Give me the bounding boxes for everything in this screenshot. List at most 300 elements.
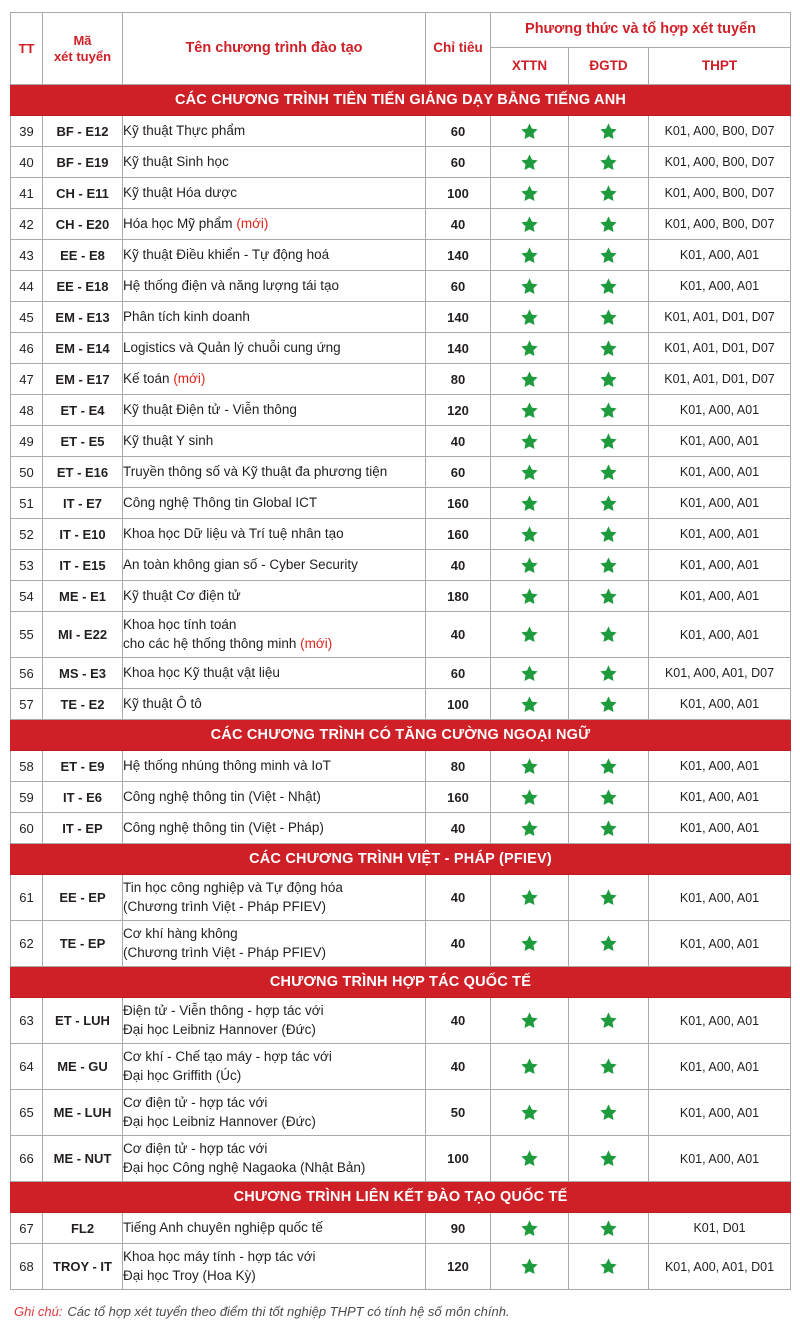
star-icon (520, 370, 539, 389)
cell-xttn (491, 364, 569, 395)
table-row (11, 550, 791, 581)
cell-xttn (491, 395, 569, 426)
cell-index: 39 (11, 116, 43, 147)
cell-admission-code: TE - E2 (43, 689, 123, 720)
cell-program-name (123, 1244, 426, 1290)
cell-xttn (491, 147, 569, 178)
program-name-line2: Đại học Troy (Hoa Kỳ) (123, 1267, 256, 1283)
star-icon (599, 370, 618, 389)
star-icon (520, 625, 539, 644)
cell-program-name (123, 116, 426, 147)
footnote-label: Ghi chú: (14, 1304, 63, 1319)
program-name-line1: Kỹ thuật Điều khiển - Tự động hoá (123, 246, 330, 262)
table-row (11, 581, 791, 612)
table-row (11, 457, 791, 488)
program-name-line1: Logistics và Quản lý chuỗi cung ứng (123, 339, 341, 355)
cell-thpt-combinations: K01, D01 (649, 1213, 791, 1244)
cell-dgtd (569, 813, 649, 844)
cell-index: 65 (11, 1090, 43, 1136)
cell-admission-code: ET - E16 (43, 457, 123, 488)
cell-admission-code: MS - E3 (43, 658, 123, 689)
cell-index: 64 (11, 1044, 43, 1090)
table-row (11, 875, 791, 921)
cell-admission-code: EM - E13 (43, 302, 123, 333)
cell-dgtd (569, 240, 649, 271)
cell-xttn (491, 178, 569, 209)
table-row (11, 921, 791, 967)
star-icon (599, 122, 618, 141)
star-icon (520, 664, 539, 683)
cell-thpt-combinations: K01, A00, A01 (649, 782, 791, 813)
cell-thpt-combinations: K01, A00, B00, D07 (649, 178, 791, 209)
cell-thpt-combinations: K01, A00, A01 (649, 612, 791, 658)
cell-quota: 90 (426, 1213, 491, 1244)
cell-xttn (491, 1090, 569, 1136)
program-name-line1: Khoa học máy tính - hợp tác với (123, 1249, 316, 1265)
cell-thpt-combinations: K01, A00, A01 (649, 240, 791, 271)
program-name-line2: Đại học Leibniz Hannover (Đức) (123, 1021, 316, 1037)
cell-index: 59 (11, 782, 43, 813)
cell-thpt-combinations: K01, A01, D01, D07 (649, 364, 791, 395)
star-icon (520, 401, 539, 420)
table-row (11, 1136, 791, 1182)
cell-thpt-combinations: K01, A00, A01 (649, 1044, 791, 1090)
cell-xttn (491, 813, 569, 844)
cell-quota: 60 (426, 457, 491, 488)
star-icon (599, 184, 618, 203)
cell-quota: 40 (426, 921, 491, 967)
cell-quota: 140 (426, 302, 491, 333)
star-icon (599, 494, 618, 513)
section-title: CÁC CHƯƠNG TRÌNH TIÊN TIẾN GIẢNG DẠY BẰNG TIẾNG ANH (11, 85, 791, 116)
cell-admission-code: EE - EP (43, 875, 123, 921)
cell-admission-code: EE - E8 (43, 240, 123, 271)
cell-quota: 40 (426, 813, 491, 844)
cell-program-name (123, 612, 426, 658)
section-header-row (11, 844, 791, 875)
cell-dgtd (569, 147, 649, 178)
cell-xttn (491, 751, 569, 782)
cell-thpt-combinations: K01, A00, B00, D07 (649, 116, 791, 147)
program-name-line1: Công nghệ Thông tin Global ICT (123, 494, 318, 510)
column-header-xttn: XTTN (491, 48, 569, 85)
cell-dgtd (569, 581, 649, 612)
table-row (11, 998, 791, 1044)
program-name-line2: (Chương trình Việt - Pháp PFIEV) (123, 898, 326, 914)
cell-xttn (491, 426, 569, 457)
cell-program-name (123, 1044, 426, 1090)
cell-thpt-combinations: K01, A00, A01 (649, 550, 791, 581)
program-name-line1: Phân tích kinh doanh (123, 308, 250, 324)
cell-program-name (123, 333, 426, 364)
program-name-line1: Cơ khí - Chế tạo máy - hợp tác với (123, 1049, 332, 1065)
star-icon (520, 587, 539, 606)
cell-program-name (123, 658, 426, 689)
cell-dgtd (569, 751, 649, 782)
cell-dgtd (569, 998, 649, 1044)
cell-quota: 40 (426, 612, 491, 658)
cell-program-name (123, 178, 426, 209)
cell-program-name (123, 1213, 426, 1244)
star-icon (520, 1149, 539, 1168)
program-name-line1: Cơ khí hàng không (123, 926, 238, 942)
cell-quota: 40 (426, 550, 491, 581)
table-row (11, 1090, 791, 1136)
cell-dgtd (569, 1244, 649, 1290)
cell-thpt-combinations: K01, A00, A01 (649, 395, 791, 426)
cell-xttn (491, 998, 569, 1044)
table-row (11, 147, 791, 178)
cell-thpt-combinations: K01, A00, A01 (649, 921, 791, 967)
program-name-line1: Kế toán (123, 370, 170, 386)
cell-xttn (491, 921, 569, 967)
cell-program-name (123, 488, 426, 519)
cell-quota: 100 (426, 1136, 491, 1182)
star-icon (599, 695, 618, 714)
cell-dgtd (569, 116, 649, 147)
program-name-line1: Cơ điện tử - hợp tác với (123, 1141, 268, 1157)
cell-dgtd (569, 689, 649, 720)
star-icon (520, 184, 539, 203)
cell-xttn (491, 519, 569, 550)
footnote (14, 1304, 790, 1321)
program-name-line1: Hệ thống điện và năng lượng tái tạo (123, 277, 340, 293)
cell-quota: 180 (426, 581, 491, 612)
cell-admission-code: MI - E22 (43, 612, 123, 658)
cell-quota: 50 (426, 1090, 491, 1136)
cell-thpt-combinations: K01, A00, A01 (649, 875, 791, 921)
cell-index: 50 (11, 457, 43, 488)
cell-quota: 60 (426, 147, 491, 178)
star-icon (599, 525, 618, 544)
cell-admission-code: BF - E12 (43, 116, 123, 147)
star-icon (520, 339, 539, 358)
cell-index: 46 (11, 333, 43, 364)
cell-program-name (123, 426, 426, 457)
table-body (11, 85, 791, 1290)
cell-xttn (491, 271, 569, 302)
star-icon (599, 664, 618, 683)
section-header-row (11, 85, 791, 116)
column-header-method-group: Phương thức và tổ hợp xét tuyển (491, 13, 791, 48)
cell-admission-code: IT - EP (43, 813, 123, 844)
program-name-line1: Điện tử - Viễn thông - hợp tác với (123, 1003, 324, 1019)
cell-dgtd (569, 426, 649, 457)
program-name-line1: Kỹ thuật Cơ điện tử (123, 587, 241, 603)
cell-program-name (123, 147, 426, 178)
cell-admission-code: BF - E19 (43, 147, 123, 178)
cell-dgtd (569, 658, 649, 689)
cell-index: 45 (11, 302, 43, 333)
cell-dgtd (569, 875, 649, 921)
cell-dgtd (569, 364, 649, 395)
cell-quota: 60 (426, 116, 491, 147)
cell-dgtd (569, 1136, 649, 1182)
star-icon (520, 215, 539, 234)
cell-index: 56 (11, 658, 43, 689)
program-name-line1: Khoa học tính toán (123, 617, 237, 633)
table-row (11, 1044, 791, 1090)
cell-program-name (123, 998, 426, 1044)
cell-admission-code: ME - E1 (43, 581, 123, 612)
cell-xttn (491, 240, 569, 271)
star-icon (520, 494, 539, 513)
cell-xttn (491, 1044, 569, 1090)
star-icon (599, 246, 618, 265)
cell-admission-code: TROY - IT (43, 1244, 123, 1290)
star-icon (599, 1103, 618, 1122)
cell-admission-code: EM - E17 (43, 364, 123, 395)
star-icon (599, 463, 618, 482)
cell-thpt-combinations: K01, A00, A01, D01 (649, 1244, 791, 1290)
cell-xttn (491, 1244, 569, 1290)
star-icon (520, 308, 539, 327)
cell-index: 54 (11, 581, 43, 612)
column-header-tt: TT (11, 13, 43, 85)
star-icon (520, 556, 539, 575)
star-icon (599, 1057, 618, 1076)
cell-thpt-combinations: K01, A01, D01, D07 (649, 333, 791, 364)
cell-dgtd (569, 550, 649, 581)
cell-admission-code: CH - E20 (43, 209, 123, 240)
star-icon (599, 339, 618, 358)
cell-xttn (491, 209, 569, 240)
cell-admission-code: CH - E11 (43, 178, 123, 209)
program-name-line1: Tin học công nghiệp và Tự động hóa (123, 880, 343, 896)
cell-xttn (491, 689, 569, 720)
cell-admission-code: IT - E15 (43, 550, 123, 581)
cell-quota: 40 (426, 875, 491, 921)
star-icon (599, 401, 618, 420)
cell-dgtd (569, 1213, 649, 1244)
cell-index: 62 (11, 921, 43, 967)
cell-quota: 160 (426, 782, 491, 813)
cell-quota: 120 (426, 1244, 491, 1290)
star-icon (520, 695, 539, 714)
star-icon (520, 757, 539, 776)
cell-index: 55 (11, 612, 43, 658)
cell-thpt-combinations: K01, A01, D01, D07 (649, 302, 791, 333)
program-name-line1: Truyền thông số và Kỹ thuật đa phương tiện (123, 463, 388, 479)
cell-dgtd (569, 782, 649, 813)
cell-xttn (491, 488, 569, 519)
cell-program-name (123, 581, 426, 612)
cell-xttn (491, 875, 569, 921)
star-icon (520, 934, 539, 953)
cell-program-name (123, 921, 426, 967)
cell-quota: 60 (426, 271, 491, 302)
cell-admission-code: ET - E9 (43, 751, 123, 782)
cell-thpt-combinations: K01, A00, A01 (649, 1136, 791, 1182)
column-header-thpt: THPT (649, 48, 791, 85)
cell-xttn (491, 581, 569, 612)
cell-admission-code: ME - LUH (43, 1090, 123, 1136)
cell-admission-code: ME - GU (43, 1044, 123, 1090)
cell-dgtd (569, 612, 649, 658)
cell-index: 61 (11, 875, 43, 921)
table-row (11, 209, 791, 240)
cell-thpt-combinations: K01, A00, A01 (649, 581, 791, 612)
cell-xttn (491, 782, 569, 813)
cell-quota: 120 (426, 395, 491, 426)
cell-dgtd (569, 519, 649, 550)
cell-thpt-combinations: K01, A00, A01 (649, 488, 791, 519)
cell-thpt-combinations: K01, A00, A01 (649, 751, 791, 782)
new-program-badge: (mới) (236, 215, 269, 231)
cell-quota: 80 (426, 364, 491, 395)
cell-index: 41 (11, 178, 43, 209)
cell-admission-code: IT - E7 (43, 488, 123, 519)
cell-admission-code: ET - LUH (43, 998, 123, 1044)
cell-thpt-combinations: K01, A00, A01 (649, 998, 791, 1044)
cell-admission-code: IT - E10 (43, 519, 123, 550)
cell-admission-code: EM - E14 (43, 333, 123, 364)
star-icon (599, 432, 618, 451)
cell-program-name (123, 271, 426, 302)
cell-thpt-combinations: K01, A00, A01 (649, 426, 791, 457)
star-icon (520, 153, 539, 172)
cell-quota: 40 (426, 998, 491, 1044)
star-icon (520, 525, 539, 544)
cell-dgtd (569, 1090, 649, 1136)
section-header-row (11, 720, 791, 751)
cell-quota: 80 (426, 751, 491, 782)
star-icon (520, 432, 539, 451)
program-name-line1: Kỹ thuật Hóa dược (123, 184, 237, 200)
cell-dgtd (569, 271, 649, 302)
cell-quota: 160 (426, 488, 491, 519)
star-icon (520, 788, 539, 807)
star-icon (520, 122, 539, 141)
star-icon (520, 1219, 539, 1238)
program-name-line2: Đại học Công nghệ Nagaoka (Nhật Bản) (123, 1159, 366, 1175)
star-icon (599, 1257, 618, 1276)
cell-admission-code: IT - E6 (43, 782, 123, 813)
star-icon (520, 463, 539, 482)
table-row (11, 333, 791, 364)
table-row (11, 364, 791, 395)
cell-thpt-combinations: K01, A00, A01, D07 (649, 658, 791, 689)
section-header-row (11, 1182, 791, 1213)
admissions-table (10, 12, 791, 1290)
column-header-code-line1: Mã (73, 32, 92, 48)
cell-program-name (123, 364, 426, 395)
program-name-line1: Công nghệ thông tin (Việt - Nhật) (123, 788, 321, 804)
cell-index: 48 (11, 395, 43, 426)
table-row (11, 178, 791, 209)
star-icon (599, 153, 618, 172)
program-name-line2: (Chương trình Việt - Pháp PFIEV) (123, 944, 326, 960)
cell-quota: 40 (426, 209, 491, 240)
cell-index: 42 (11, 209, 43, 240)
program-name-line2: cho các hệ thống thông minh (123, 635, 297, 651)
cell-admission-code: EE - E18 (43, 271, 123, 302)
cell-admission-code: TE - EP (43, 921, 123, 967)
table-row (11, 395, 791, 426)
cell-program-name (123, 302, 426, 333)
cell-program-name (123, 782, 426, 813)
cell-program-name (123, 751, 426, 782)
star-icon (520, 1103, 539, 1122)
cell-thpt-combinations: K01, A00, A01 (649, 271, 791, 302)
program-name-line1: Cơ điện tử - hợp tác với (123, 1095, 268, 1111)
star-icon (599, 1219, 618, 1238)
star-icon (599, 625, 618, 644)
cell-thpt-combinations: K01, A00, A01 (649, 689, 791, 720)
cell-quota: 100 (426, 689, 491, 720)
cell-quota: 140 (426, 333, 491, 364)
table-row (11, 689, 791, 720)
table-row (11, 782, 791, 813)
cell-quota: 100 (426, 178, 491, 209)
cell-thpt-combinations: K01, A00, A01 (649, 1090, 791, 1136)
cell-program-name (123, 240, 426, 271)
star-icon (599, 587, 618, 606)
program-name-line1: Kỹ thuật Điện tử - Viễn thông (123, 401, 297, 417)
cell-thpt-combinations: K01, A00, A01 (649, 519, 791, 550)
table-row (11, 116, 791, 147)
table-row (11, 488, 791, 519)
cell-index: 49 (11, 426, 43, 457)
cell-program-name (123, 1136, 426, 1182)
cell-index: 43 (11, 240, 43, 271)
program-name-line1: Kỹ thuật Thực phẩm (123, 122, 246, 138)
cell-quota: 140 (426, 240, 491, 271)
column-header-program-name: Tên chương trình đào tạo (123, 13, 426, 85)
cell-xttn (491, 550, 569, 581)
cell-program-name (123, 1090, 426, 1136)
cell-index: 66 (11, 1136, 43, 1182)
cell-program-name (123, 457, 426, 488)
section-title: CHƯƠNG TRÌNH HỢP TÁC QUỐC TẾ (11, 967, 791, 998)
program-name-line1: Khoa học Kỹ thuật vật liệu (123, 664, 280, 680)
cell-program-name (123, 813, 426, 844)
cell-admission-code: ME - NUT (43, 1136, 123, 1182)
section-title: CÁC CHƯƠNG TRÌNH VIỆT - PHÁP (PFIEV) (11, 844, 791, 875)
star-icon (520, 246, 539, 265)
cell-dgtd (569, 921, 649, 967)
table-row (11, 612, 791, 658)
cell-xttn (491, 116, 569, 147)
cell-dgtd (569, 333, 649, 364)
star-icon (520, 888, 539, 907)
star-icon (599, 1011, 618, 1030)
cell-dgtd (569, 395, 649, 426)
column-header-dgtd: ĐGTD (569, 48, 649, 85)
cell-program-name (123, 395, 426, 426)
star-icon (599, 788, 618, 807)
program-name-line2: Đại học Leibniz Hannover (Đức) (123, 1113, 316, 1129)
cell-index: 58 (11, 751, 43, 782)
star-icon (599, 888, 618, 907)
cell-index: 52 (11, 519, 43, 550)
cell-index: 44 (11, 271, 43, 302)
star-icon (520, 1257, 539, 1276)
cell-quota: 60 (426, 658, 491, 689)
cell-thpt-combinations: K01, A00, A01 (649, 813, 791, 844)
star-icon (599, 757, 618, 776)
program-name-line1: Khoa học Dữ liệu và Trí tuệ nhân tạo (123, 525, 344, 541)
cell-index: 57 (11, 689, 43, 720)
cell-thpt-combinations: K01, A00, B00, D07 (649, 147, 791, 178)
star-icon (520, 819, 539, 838)
table-row (11, 302, 791, 333)
table-row (11, 1244, 791, 1290)
new-program-badge: (mới) (173, 370, 206, 386)
star-icon (599, 308, 618, 327)
cell-xttn (491, 1213, 569, 1244)
cell-index: 53 (11, 550, 43, 581)
